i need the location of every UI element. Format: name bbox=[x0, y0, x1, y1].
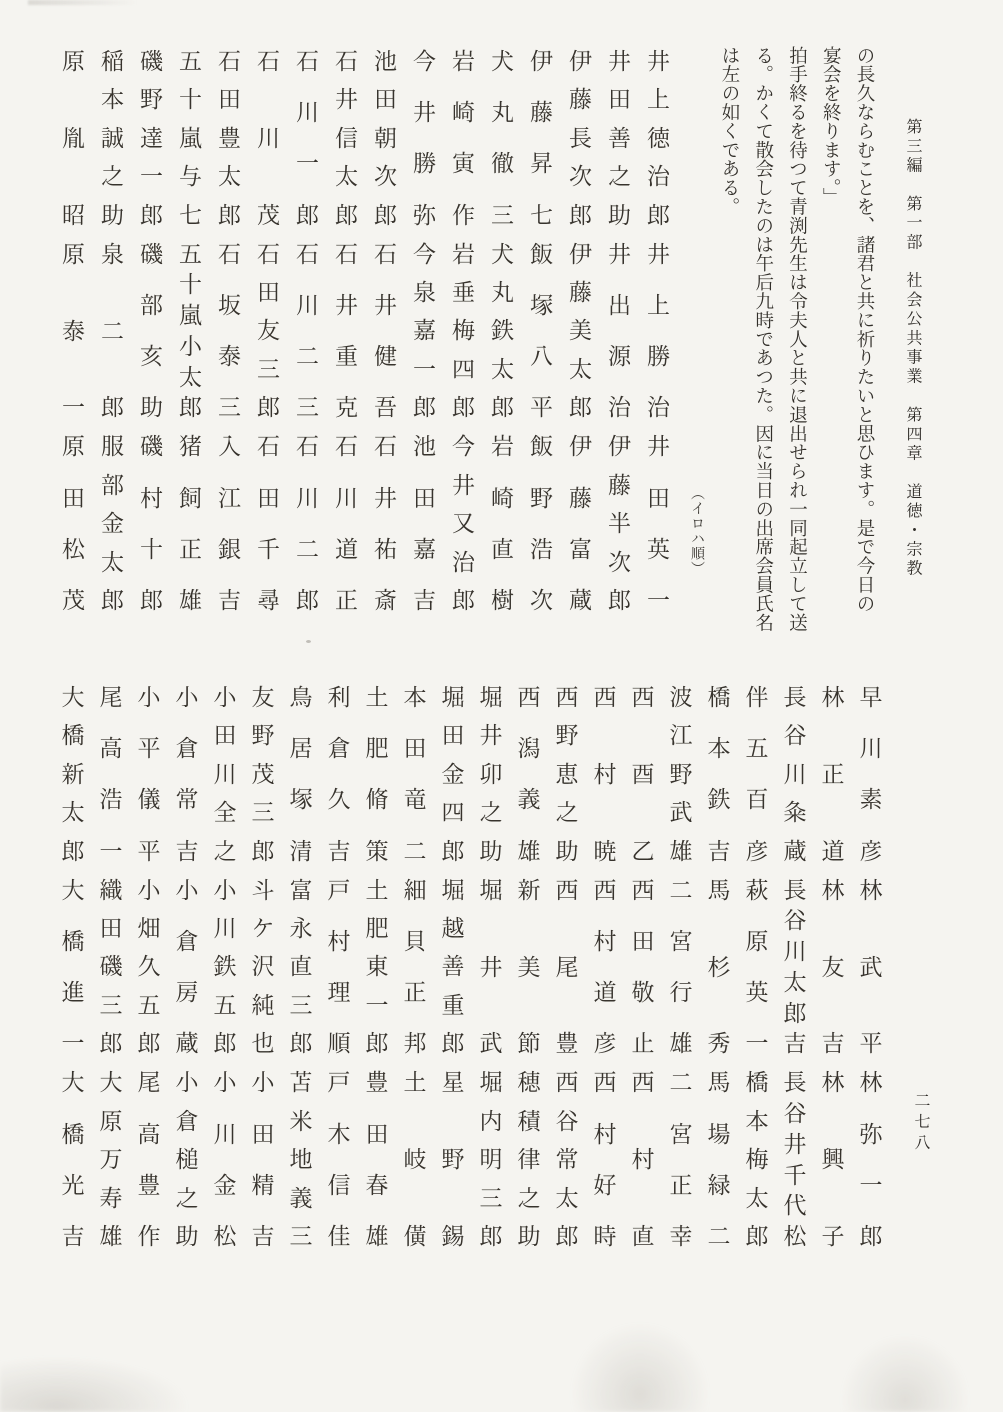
attendee-name: 西 酉 乙 bbox=[631, 685, 655, 864]
attendee-name: 二 宮 行 雄 bbox=[669, 877, 693, 1057]
attendee-name: 馬 杉 秀 bbox=[707, 877, 731, 1057]
attendee-name: 石 川 二 三 bbox=[296, 241, 319, 421]
attendee-name: 長 谷 川 太 郎 吉 bbox=[783, 877, 807, 1057]
attendee-name: 池 田 朝 次 郎 bbox=[374, 49, 397, 228]
name-column bbox=[662, 686, 700, 1264]
attendee-name: 原 田 松 茂 bbox=[62, 434, 85, 613]
attendee-name: 伊 藤 半 次 郎 bbox=[608, 434, 631, 613]
name-column bbox=[92, 686, 130, 1264]
attendee-name: 伊 藤 昇 七 bbox=[530, 49, 553, 228]
attendee-name: 橋 本 梅 太 郎 bbox=[745, 1070, 769, 1249]
attendee-name: 長 谷 川 粂 蔵 bbox=[783, 685, 807, 864]
attendee-name: 西 村 暁 bbox=[593, 685, 617, 864]
attendee-name: 岩 垂 梅 四 郎 bbox=[452, 241, 475, 421]
attendee-name: 新 美 節 bbox=[517, 877, 541, 1057]
attendee-name: 五 十 嵐 小 太 郎 bbox=[179, 241, 202, 421]
attendee-name: 磯 村 十 郎 bbox=[140, 434, 163, 613]
name-column bbox=[320, 686, 358, 1264]
name-column bbox=[210, 50, 249, 628]
attendee-name: 服 部 金 太 郎 bbox=[101, 434, 124, 613]
attendee-name: 西 村 直 bbox=[631, 1070, 655, 1249]
attendee-name: 堀 田 金 四 郎 bbox=[441, 685, 465, 864]
attendee-grid-bottom bbox=[54, 686, 890, 1264]
attendee-name: 小 倉 常 吉 bbox=[175, 685, 199, 864]
attendee-name: 萩 原 英 一 bbox=[745, 877, 769, 1057]
attendee-name: 井 出 源 治 bbox=[608, 241, 631, 421]
attendee-name: 伊 藤 美 太 郎 bbox=[569, 241, 592, 421]
attendee-name: 西 谷 常 太 郎 bbox=[555, 1070, 579, 1249]
name-column bbox=[249, 50, 288, 628]
attendee-name: 星 野 錫 bbox=[441, 1070, 465, 1249]
attendee-name: 戸 木 信 佳 bbox=[327, 1070, 351, 1249]
attendee-name: 磯 部 亥 助 bbox=[140, 241, 163, 421]
attendee-name: 池 田 嘉 吉 bbox=[413, 434, 436, 613]
attendee-name: 井 上 徳 治 郎 bbox=[647, 49, 670, 228]
attendee-name: 井 田 英 一 bbox=[647, 434, 670, 613]
scan-noise bbox=[0, 1356, 190, 1412]
attendee-name: 友 野 茂 三 郎 bbox=[251, 685, 275, 864]
attendee-name: 伊 藤 長 次 郎 bbox=[569, 49, 592, 228]
attendee-name: 穂 積 律 之 助 bbox=[517, 1070, 541, 1249]
name-column bbox=[168, 686, 206, 1264]
attendee-name: 大 橋 光 吉 bbox=[61, 1070, 85, 1249]
attendee-name: 原 胤 昭 bbox=[62, 49, 85, 228]
paragraph-line: 拍手終るを待つて青渕先生は令夫人と共に退出せられ一同起立して送 bbox=[786, 46, 807, 632]
attendee-name: 土 肥 東 一 郎 bbox=[365, 877, 389, 1057]
attendee-name: 堀 井 武 bbox=[479, 877, 503, 1057]
attendee-name: 西 田 敬 止 bbox=[631, 877, 655, 1057]
attendee-name: 井 上 勝 治 bbox=[647, 241, 670, 421]
name-column bbox=[852, 686, 890, 1264]
name-column bbox=[405, 50, 444, 628]
attendee-name: 林 正 道 bbox=[821, 685, 845, 864]
name-column bbox=[639, 50, 678, 628]
name-column bbox=[600, 50, 639, 628]
name-column bbox=[624, 686, 662, 1264]
attendee-name: 今 泉 嘉 一 郎 bbox=[413, 241, 436, 421]
attendee-name: 林 弥 一 郎 bbox=[859, 1070, 883, 1249]
attendee-name: 豊 田 春 雄 bbox=[365, 1070, 389, 1249]
attendee-name: 大 橋 進 一 bbox=[61, 877, 85, 1057]
attendee-name: 今 井 勝 弥 bbox=[413, 49, 436, 228]
attendee-name: 戸 村 理 順 bbox=[327, 877, 351, 1057]
attendee-name: 西 潟 義 雄 bbox=[517, 685, 541, 864]
attendee-name: 石 井 健 吾 bbox=[374, 241, 397, 421]
attendee-name: 富 永 直 三 郎 bbox=[289, 877, 313, 1057]
attendee-name: 堀 井 卯 之 助 bbox=[479, 685, 503, 864]
attendee-name: 長 谷 井 千 代 松 bbox=[783, 1070, 807, 1250]
name-column bbox=[282, 686, 320, 1264]
attendee-name: 石 川 茂 bbox=[257, 49, 280, 228]
attendee-name: 泉 二 郎 bbox=[101, 241, 124, 421]
attendee-name: 苫 米 地 義 三 bbox=[289, 1070, 313, 1249]
attendee-name: 鳥 居 塚 清 bbox=[289, 685, 313, 864]
attendee-name: 猪 飼 正 雄 bbox=[179, 434, 202, 613]
name-column bbox=[700, 686, 738, 1264]
attendee-name: 石 川 二 郎 bbox=[296, 434, 319, 613]
name-column bbox=[54, 686, 92, 1264]
attendee-name: 小 田 精 吉 bbox=[251, 1070, 275, 1249]
name-column bbox=[472, 686, 510, 1264]
name-column bbox=[358, 686, 396, 1264]
attendee-name: 小 田 川 全 之 bbox=[213, 685, 237, 864]
attendee-name: 小 平 儀 平 bbox=[137, 685, 161, 864]
name-column bbox=[586, 686, 624, 1264]
attendee-name: 波 江 野 武 雄 bbox=[669, 685, 693, 864]
attendee-name: 土 肥 脩 策 bbox=[365, 685, 389, 864]
attendee-name: 稲 本 誠 之 助 bbox=[101, 49, 124, 228]
name-column bbox=[93, 50, 132, 628]
attendee-name: 伴 五 百 彦 bbox=[745, 685, 769, 864]
name-column bbox=[548, 686, 586, 1264]
attendee-name: 織 田 磯 三 郎 bbox=[99, 877, 123, 1057]
body-paragraph bbox=[712, 46, 880, 634]
attendee-name: 小 畑 久 五 郎 bbox=[137, 877, 161, 1057]
attendee-name: 石 川 一 郎 bbox=[296, 49, 319, 228]
attendee-name: 石 井 重 克 bbox=[335, 241, 358, 421]
attendee-name: 石 田 千 尋 bbox=[257, 434, 280, 613]
attendee-name: 西 尾 豊 bbox=[555, 877, 579, 1057]
name-column bbox=[366, 50, 405, 628]
attendee-name: 伊 藤 富 蔵 bbox=[569, 434, 592, 613]
attendee-name: 細 貝 正 邦 bbox=[403, 877, 427, 1057]
name-column bbox=[776, 686, 814, 1264]
name-column bbox=[434, 686, 472, 1264]
paragraph-line: は左の如くである。 bbox=[719, 46, 739, 217]
name-column bbox=[510, 686, 548, 1264]
attendee-name: 岩 崎 直 樹 bbox=[491, 434, 514, 613]
attendee-name: 石 坂 泰 三 bbox=[218, 241, 241, 421]
attendee-name: 犬 丸 鉄 太 郎 bbox=[491, 241, 514, 421]
name-column bbox=[327, 50, 366, 628]
attendee-name: 土 岐 僙 bbox=[403, 1070, 427, 1249]
paragraph-line: 宴会を終ります。」 bbox=[820, 46, 841, 207]
attendee-grid-top bbox=[54, 50, 678, 628]
attendee-name: 堀 越 善 重 郎 bbox=[441, 877, 465, 1057]
attendee-name: 尾 高 豊 作 bbox=[137, 1070, 161, 1249]
attendee-name: 橋 本 鉄 吉 bbox=[707, 685, 731, 864]
name-column bbox=[244, 686, 282, 1264]
attendee-name: 犬 丸 徹 三 bbox=[491, 49, 514, 228]
iroha-order-label: （イロハ順） bbox=[689, 486, 704, 576]
name-column bbox=[738, 686, 776, 1264]
attendee-name: 林 友 吉 bbox=[821, 877, 845, 1057]
chapter-header: 第三編 第一部 社会公共事業 第四章 道徳・宗教 bbox=[904, 118, 921, 579]
attendee-name: 堀 内 明 三 郎 bbox=[479, 1070, 503, 1249]
attendee-name: 石 田 豊 太 郎 bbox=[218, 49, 241, 228]
attendee-name: 利 倉 久 吉 bbox=[327, 685, 351, 864]
name-column bbox=[814, 686, 852, 1264]
attendee-name: 石 川 道 正 bbox=[335, 434, 358, 613]
attendee-name: 林 興 子 bbox=[821, 1070, 845, 1249]
name-column bbox=[288, 50, 327, 628]
attendee-name: 小 倉 槌 之 助 bbox=[175, 1070, 199, 1249]
attendee-name: 石 井 祐 斎 bbox=[374, 434, 397, 613]
paragraph-line: の長久ならむことを、諸君と共に祈りたいと思ひます。是で今日の bbox=[854, 46, 874, 613]
name-column bbox=[171, 50, 210, 628]
scan-speck bbox=[306, 640, 311, 643]
name-column bbox=[132, 50, 171, 628]
attendee-name: 飯 塚 八 平 bbox=[530, 241, 553, 421]
attendee-name: 石 井 信 太 郎 bbox=[335, 49, 358, 228]
attendee-name: 林 武 平 bbox=[859, 877, 883, 1057]
name-column bbox=[522, 50, 561, 628]
scan-noise bbox=[570, 1322, 710, 1412]
name-column bbox=[561, 50, 600, 628]
attendee-name: 西 野 恵 之 助 bbox=[555, 685, 579, 864]
attendee-name: 西 村 道 彦 bbox=[593, 877, 617, 1057]
attendee-name: 西 村 好 時 bbox=[593, 1070, 617, 1249]
attendee-name: 磯 野 達 一 郎 bbox=[140, 49, 163, 228]
attendee-name: 今 井 又 治 郎 bbox=[452, 434, 475, 613]
attendee-name: 二 宮 正 幸 bbox=[669, 1070, 693, 1249]
attendee-name: 馬 場 緑 二 bbox=[707, 1070, 731, 1249]
attendee-name: 石 田 友 三 郎 bbox=[257, 241, 280, 421]
name-column bbox=[483, 50, 522, 628]
name-column bbox=[444, 50, 483, 628]
attendee-name: 飯 野 浩 次 bbox=[530, 434, 553, 613]
name-column bbox=[54, 50, 93, 628]
name-column bbox=[396, 686, 434, 1264]
attendee-name: 井 田 善 之 助 bbox=[608, 49, 631, 228]
attendee-name: 小 倉 房 蔵 bbox=[175, 877, 199, 1057]
attendee-name: 早 川 素 彦 bbox=[859, 685, 883, 864]
paragraph-line: る。かくて散会したのは午后九時であつた。因に当日の出席会員氏名 bbox=[752, 46, 773, 632]
name-column bbox=[130, 686, 168, 1264]
attendee-name: 原 泰 一 bbox=[62, 241, 85, 421]
attendee-name: 入 江 銀 吉 bbox=[218, 434, 241, 613]
attendee-name: 本 田 竜 二 bbox=[403, 685, 427, 864]
scan-noise bbox=[840, 1334, 970, 1412]
scan-smudge bbox=[28, 0, 138, 5]
attendee-name: 岩 崎 寅 作 bbox=[452, 49, 475, 228]
name-column bbox=[206, 686, 244, 1264]
attendee-name: 大 橋 新 太 郎 bbox=[61, 685, 85, 864]
attendee-name: 小 川 鉄 五 郎 bbox=[213, 877, 237, 1057]
page-number: 二七八 bbox=[912, 1092, 929, 1155]
attendee-name: 斗 ケ 沢 純 也 bbox=[251, 877, 275, 1057]
attendee-name: 大 原 万 寿 雄 bbox=[99, 1070, 123, 1249]
attendee-name: 小 川 金 松 bbox=[213, 1070, 237, 1249]
attendee-name: 五 十 嵐 与 七 bbox=[179, 49, 202, 228]
attendee-name: 尾 高 浩 一 bbox=[99, 685, 123, 864]
